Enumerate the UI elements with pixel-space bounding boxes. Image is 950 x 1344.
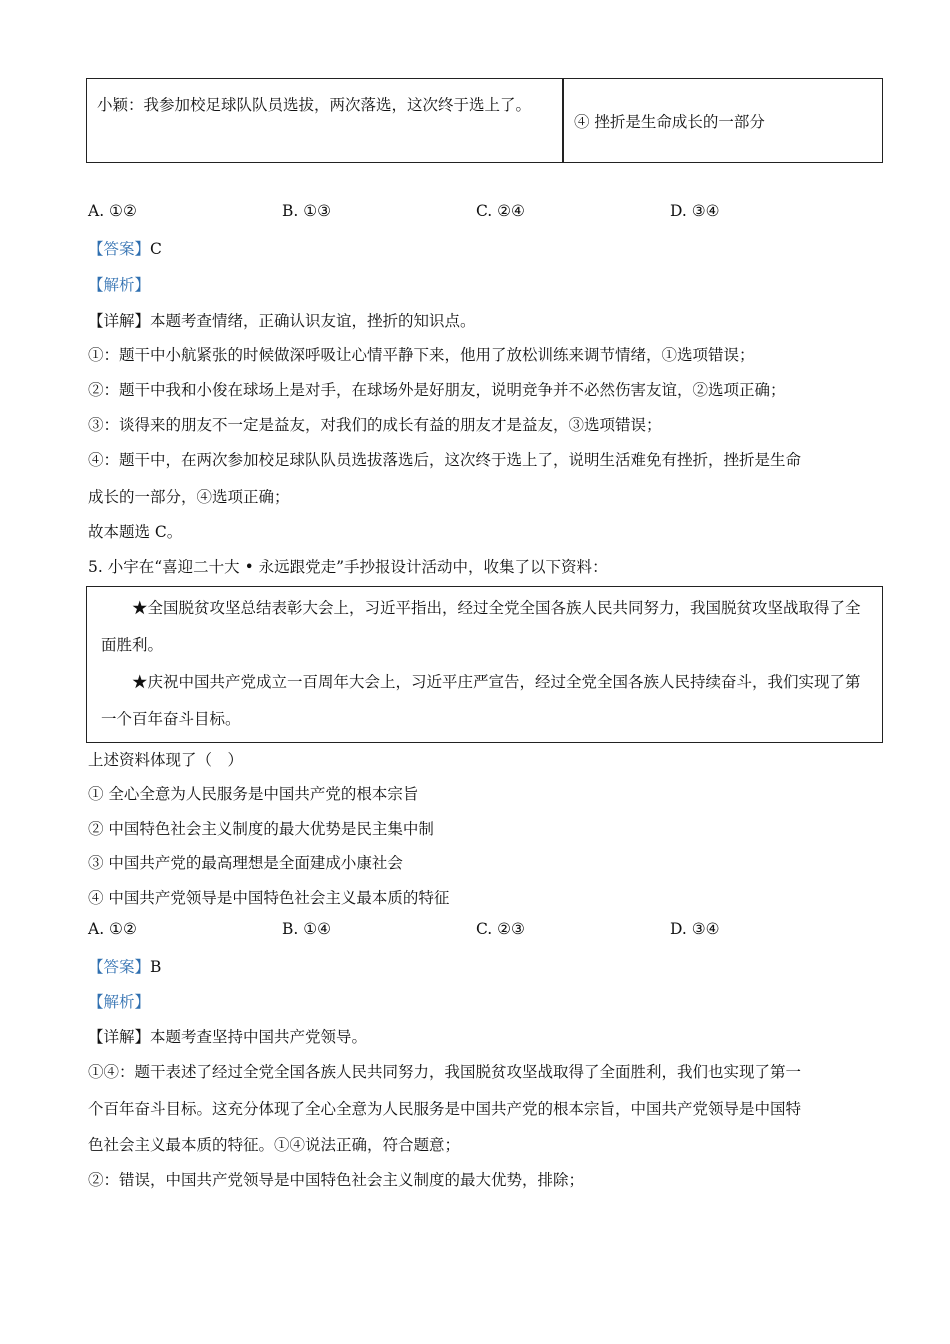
q5-answer-label: 【答案】 xyxy=(88,958,151,976)
q4-line-3: ③：谈得来的朋友不一定是益友，对我们的成长有益的朋友才是益友，③选项错误； xyxy=(88,416,662,434)
q5-option-a: A. ①② xyxy=(88,920,137,938)
q5-stem: 5. 小宇在“喜迎二十大 • 永远跟党走”手抄报设计活动中，收集了以下资料： xyxy=(88,558,608,576)
q4-line-1: ①：题干中小航紧张的时候做深呼吸让心情平静下来，他用了放松训练来调节情绪，①选项错误； xyxy=(88,346,755,364)
q5-line-2: 个百年奋斗目标。这充分体现了全心全意为人民服务是中国共产党的根本宗旨，中国共产党领导是中国特 xyxy=(88,1100,802,1118)
q4-option-b: B. ①③ xyxy=(282,202,332,220)
q4-line-4: ④：题干中，在两次参加校足球队队员选拔落选后，这次终于选上了，说明生活难免有挫折，挫折是生命 xyxy=(88,451,802,469)
q4-answer xyxy=(88,237,162,259)
scenario-table xyxy=(86,78,883,163)
q5-statement-3: ③ 中国共产党的最高理想是全面建成小康社会 xyxy=(88,854,403,872)
q5-detail: 【详解】本题考查坚持中国共产党领导。 xyxy=(88,1028,368,1046)
table-cell-scenario: 小颖：我参加校足球队队员选拔，两次落选，这次终于选上了。 xyxy=(97,96,532,114)
q4-detail: 【详解】本题考查情绪，正确认识友谊，挫折的知识点。 xyxy=(88,312,476,330)
table-cell-statement xyxy=(574,79,765,162)
q5-answer-value: B xyxy=(150,958,162,976)
table-cell-statement-text: ④ 挫折是生命成长的一部分 xyxy=(574,112,765,131)
q5-line-4: ②：错误，中国共产党领导是中国特色社会主义制度的最大优势，排除； xyxy=(88,1171,585,1189)
q5-answer xyxy=(88,955,161,977)
q5-line-1: ①④：题干表述了经过全党全国各族人民共同努力，我国脱贫攻坚战取得了全面胜利，我们也实现了第一 xyxy=(88,1063,802,1081)
q5-option-b: B. ①④ xyxy=(282,920,332,938)
q4-option-a: A. ①② xyxy=(88,202,137,220)
q4-line-2: ②：题干中我和小俊在球场上是对手，在球场外是好朋友，说明竞争并不必然伤害友谊，②选项正确； xyxy=(88,381,786,399)
q5-material-1: ★全国脱贫攻坚总结表彰大会上，习近平指出，经过全党全国各族人民共同努力，我国脱贫攻坚战取得了全面胜利。 xyxy=(101,599,861,654)
q5-statement-4: ④ 中国共产党领导是中国特色社会主义最本质的特征 xyxy=(88,889,450,907)
q4-answer-value: C xyxy=(150,240,162,258)
q4-analysis-label: 【解析】 xyxy=(88,276,151,294)
table-divider xyxy=(562,79,564,162)
q5-analysis-label: 【解析】 xyxy=(88,993,151,1011)
q5-line-3: 色社会主义最本质的特征。①④说法正确，符合题意； xyxy=(88,1136,461,1154)
q5-option-d: D. ③④ xyxy=(670,920,720,938)
q4-line-5: 成长的一部分，④选项正确； xyxy=(88,488,290,506)
q4-conclusion: 故本题选 C。 xyxy=(88,523,183,541)
q5-statement-1: ① 全心全意为人民服务是中国共产党的根本宗旨 xyxy=(88,785,419,803)
q5-statement-2: ② 中国特色社会主义制度的最大优势是民主集中制 xyxy=(88,820,434,838)
q4-option-c: C. ②④ xyxy=(476,202,525,220)
q4-answer-label: 【答案】 xyxy=(88,240,151,258)
q5-material-2: ★庆祝中国共产党成立一百周年大会上，习近平庄严宣告，经过全党全国各族人民持续奋斗，我们实现了第一个百年奋斗目标。 xyxy=(101,673,861,728)
q4-option-d: D. ③④ xyxy=(670,202,720,220)
q5-materials-box xyxy=(86,586,883,743)
q5-question: 上述资料体现了（ ） xyxy=(88,751,244,769)
q5-option-c: C. ②③ xyxy=(476,920,525,938)
